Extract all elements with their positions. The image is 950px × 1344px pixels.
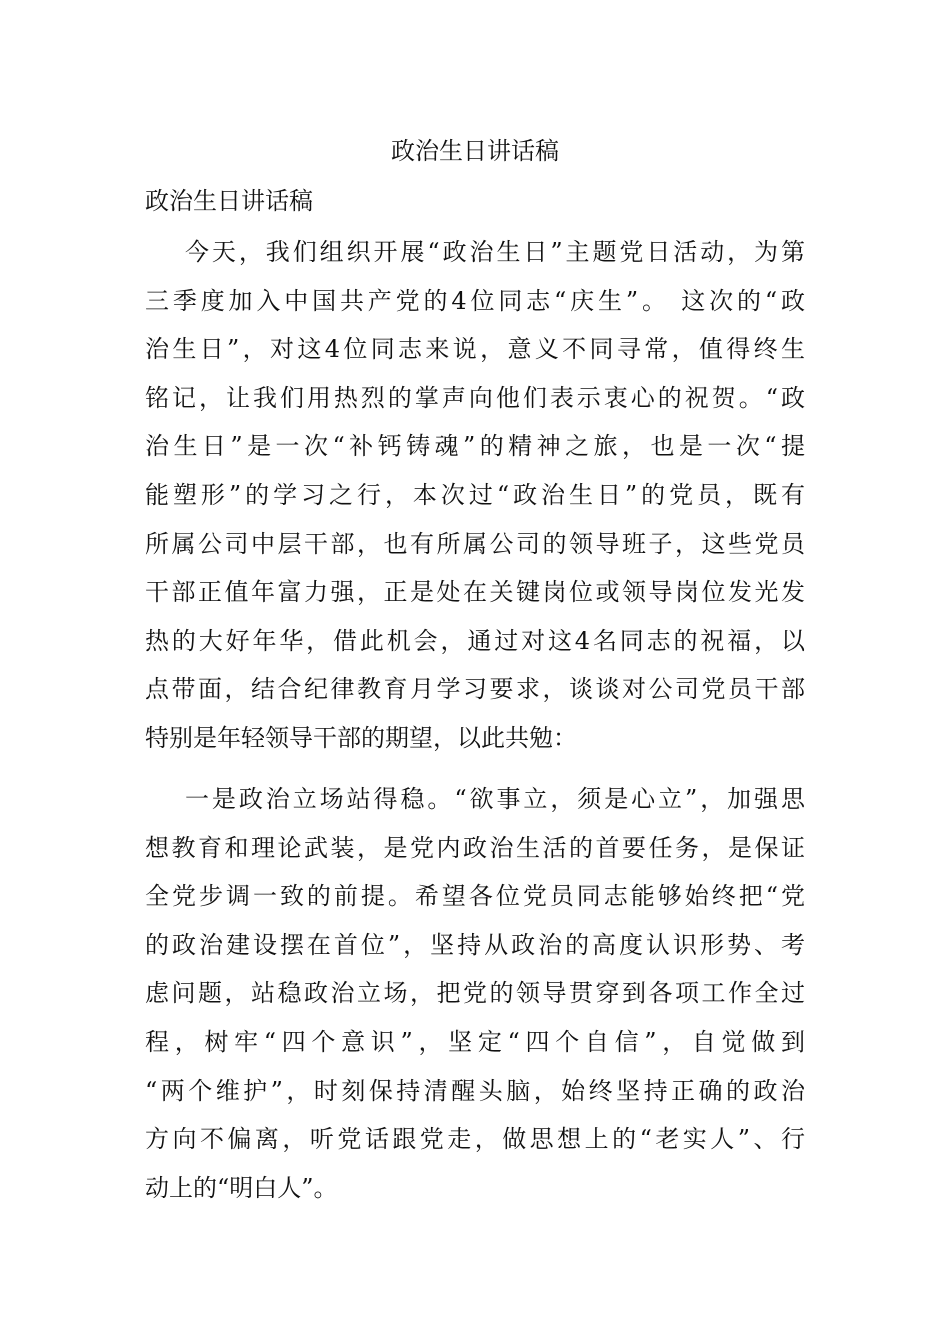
paragraph-line: 干部正值年富力强，正是处在关键岗位或领导岗位发光发 <box>145 578 805 607</box>
paragraph-line: 的政治建设摆在首位”，坚持从政治的高度认识形势、考 <box>145 930 805 959</box>
paragraph-line: 治生日”是一次“补钙铸魂”的精神之旅，也是一次“提 <box>145 432 805 461</box>
paragraph-line: 程，树牢“四个意识”，坚定“四个自信”，自觉做到 <box>145 1027 805 1056</box>
paragraph-line: 全党步调一致的前提。希望各位党员同志能够始终把“党 <box>145 882 805 911</box>
document-subtitle: 政治生日讲话稿 <box>145 187 313 215</box>
paragraph-line: 动上的“明白人”。 <box>145 1173 338 1202</box>
paragraph-line: 治生日”，对这4位同志来说，意义不同寻常，值得终生 <box>145 335 805 364</box>
paragraph-line: 特别是年轻领导干部的期望，以此共勉： <box>145 723 577 752</box>
paragraph-political-stance <box>145 780 805 1217</box>
paragraph-line: “两个维护”，时刻保持清醒头脑，始终坚持正确的政治 <box>145 1076 805 1105</box>
paragraph-line: 方向不偏离，听党话跟党走，做思想上的“老实人”、行 <box>145 1125 805 1154</box>
paragraph-line: 三季度加入中国共产党的4位同志“庆生”。 这次的“政 <box>145 286 805 315</box>
paragraph-line: 铭记，让我们用热烈的掌声向他们表示衷心的祝贺。“政 <box>145 383 805 412</box>
paragraph-line: 所属公司中层干部，也有所属公司的领导班子，这些党员 <box>145 529 805 558</box>
paragraph-line: 今天，我们组织开展“政治生日”主题党日活动，为第 <box>185 238 805 266</box>
paragraph-line: 虑问题，站稳政治立场，把党的领导贯穿到各项工作全过 <box>145 979 805 1008</box>
paragraph-intro <box>145 233 805 768</box>
document-title: 政治生日讲话稿 <box>391 137 559 165</box>
paragraph-line: 热的大好年华，借此机会，通过对这4名同志的祝福，以 <box>145 626 805 655</box>
paragraph-line: 能塑形”的学习之行，本次过“政治生日”的党员，既有 <box>145 480 805 509</box>
paragraph-line: 一是政治立场站得稳。“欲事立，须是心立”，加强思 <box>185 785 805 813</box>
paragraph-line: 点带面，结合纪律教育月学习要求，谈谈对公司党员干部 <box>145 675 805 704</box>
paragraph-line: 想教育和理论武装，是党内政治生活的首要任务，是保证 <box>145 833 805 862</box>
